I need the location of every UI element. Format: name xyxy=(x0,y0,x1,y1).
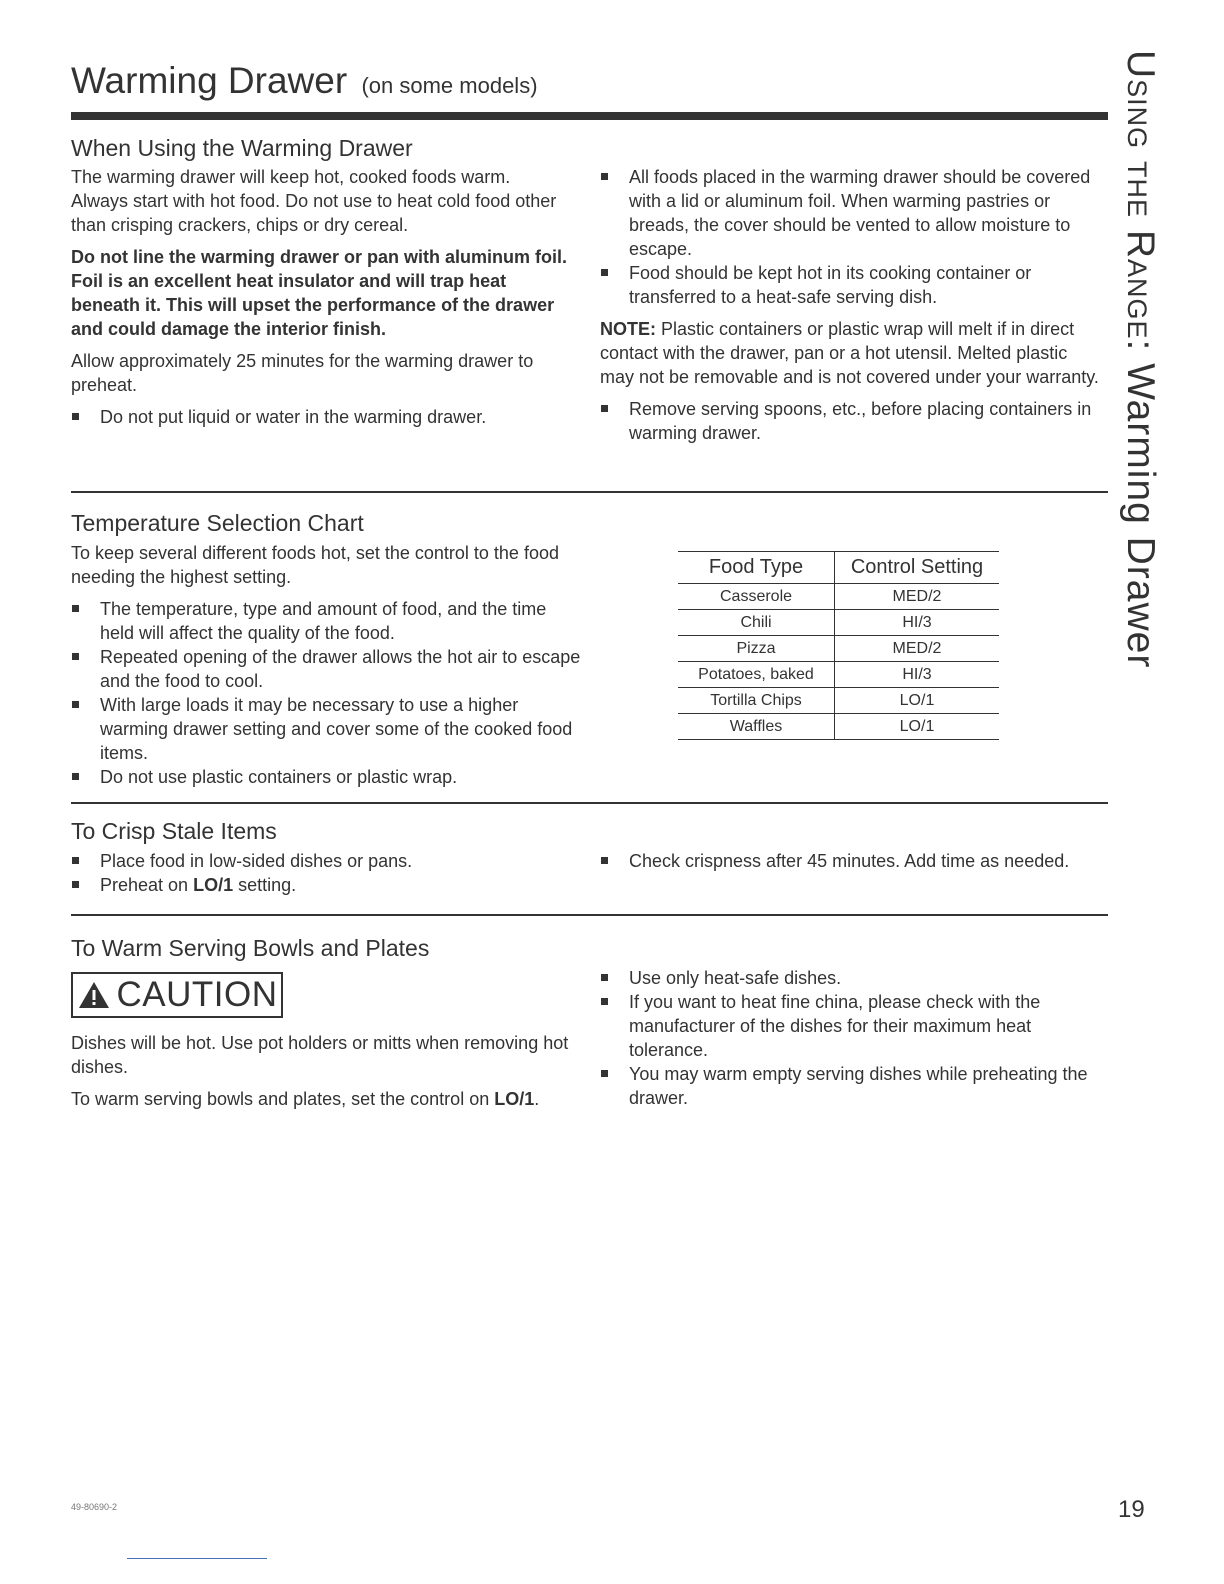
list-item: Remove serving spoons, etc., before placing containers in warming drawer. xyxy=(600,397,1105,445)
section-heading-warm: To Warm Serving Bowls and Plates xyxy=(71,935,430,961)
section1-right-list-2 xyxy=(600,397,1105,445)
section3-right-list xyxy=(600,849,1070,873)
section3-left xyxy=(71,849,571,897)
temperature-chart xyxy=(678,551,999,740)
section4-right xyxy=(600,966,1110,1110)
table-row xyxy=(678,714,999,740)
list-item: All foods placed in the warming drawer should be covered with a lid or aluminum foil. When warming pastries or breads, the cover should be vented to allow moisture to escape. xyxy=(600,165,1105,261)
side-tab xyxy=(1119,50,1164,750)
section4-p1: Dishes will be hot. Use pot holders or mitts when removing hot dishes. xyxy=(71,1033,569,1077)
section1-warning: Do not line the warming drawer or pan with aluminum foil. Foil is an excellent heat insulator and will trap heat beneath it. This will upset the performance of the drawer and could damage the interior finish. xyxy=(71,247,568,339)
list-item xyxy=(71,873,571,897)
section3-left-list xyxy=(71,849,571,897)
list-item: Place food in low-sided dishes or pans. xyxy=(71,849,571,873)
text-run: Preheat on xyxy=(100,875,194,895)
table-row xyxy=(678,662,999,688)
table-header-food: Food Type xyxy=(678,552,835,584)
table-row xyxy=(678,636,999,662)
section-heading-using: When Using the Warming Drawer xyxy=(71,135,413,161)
list-item: Repeated opening of the drawer allows the hot air to escape and the food to cool. xyxy=(71,645,581,693)
section2-left xyxy=(71,541,581,789)
title-rule xyxy=(71,112,1108,120)
section-divider xyxy=(71,914,1108,916)
section2-p1: To keep several different foods hot, set the control to the food needing the highest setting. xyxy=(71,543,559,587)
section3-right xyxy=(600,849,1070,873)
list-item: With large loads it may be necessary to use a higher warming drawer setting and cover some of the cooked food items. xyxy=(71,693,581,765)
list-item: You may warm empty serving dishes while preheating the drawer. xyxy=(600,1062,1110,1110)
text-run: . xyxy=(534,1089,540,1109)
list-item: Food should be kept hot in its cooking container or transferred to a heat-safe serving dish. xyxy=(600,261,1105,309)
page-title xyxy=(71,62,538,99)
list-item: Use only heat-safe dishes. xyxy=(600,966,1110,990)
table-row xyxy=(678,688,999,714)
section1-note xyxy=(600,317,1105,389)
table-cell-food: Waffles xyxy=(678,714,835,740)
table-cell-food: Pizza xyxy=(678,636,835,662)
table-cell-setting: MED/2 xyxy=(835,584,1000,610)
section4-p2 xyxy=(71,1087,581,1111)
section-heading-crisp: To Crisp Stale Items xyxy=(71,818,277,844)
text-run: To warm serving bowls and plates, set the control on xyxy=(71,1089,495,1109)
table-cell-setting: MED/2 xyxy=(835,636,1000,662)
list-item: The temperature, type and amount of food, and the time held will affect the quality of the food. xyxy=(71,597,581,645)
list-item: If you want to heat fine china, please check with the manufacturer of the dishes for their maximum heat tolerance. xyxy=(600,990,1110,1062)
table-cell-food: Casserole xyxy=(678,584,835,610)
note-text: Plastic containers or plastic wrap will melt if in direct contact with the drawer, pan or a hot utensil. Melted plastic may not be removable and is not covered under your warranty. xyxy=(600,319,1099,387)
section1-p1: The warming drawer will keep hot, cooked foods warm. Always start with hot food. Do not use to heat cold food other than crisping crackers, chips or dry cereal. xyxy=(71,167,557,235)
page-number: 19 xyxy=(1118,1496,1145,1523)
bottom-divider xyxy=(127,1558,267,1559)
table-cell-setting: LO/1 xyxy=(835,714,1000,740)
section1-right xyxy=(600,165,1105,445)
table-row xyxy=(678,610,999,636)
table-cell-food: Potatoes, baked xyxy=(678,662,835,688)
caution-text: CAUTION xyxy=(116,975,278,1014)
setting-value: LO/1 xyxy=(193,875,234,895)
list-item: Check crispness after 45 minutes. Add time as needed. xyxy=(600,849,1070,873)
table-cell-setting: LO/1 xyxy=(835,688,1000,714)
section-divider xyxy=(71,491,1108,493)
side-tab-caps: Using the Range: xyxy=(1119,50,1162,352)
section1-p3: Allow approximately 25 minutes for the warming drawer to preheat. xyxy=(71,351,534,395)
page-title-main: Warming Drawer xyxy=(71,60,348,101)
section4-right-list xyxy=(600,966,1110,1110)
table-header-setting: Control Setting xyxy=(835,552,1000,584)
temperature-table xyxy=(678,551,999,740)
text-run: setting. xyxy=(233,875,297,895)
note-label: NOTE: xyxy=(600,319,656,339)
side-tab-rest: Warming Drawer xyxy=(1119,363,1162,669)
list-item: Do not use plastic containers or plastic wrap. xyxy=(71,765,581,789)
table-cell-setting: HI/3 xyxy=(835,662,1000,688)
section4-left xyxy=(71,1031,581,1119)
warning-triangle-icon xyxy=(77,980,111,1010)
table-cell-food: Tortilla Chips xyxy=(678,688,835,714)
page-title-sub: (on some models) xyxy=(361,73,538,98)
list-item: Do not put liquid or water in the warming drawer. xyxy=(71,405,571,429)
document-code: 49-80690-2 xyxy=(71,1502,118,1512)
section-heading-temperature: Temperature Selection Chart xyxy=(71,510,364,536)
section-divider xyxy=(71,802,1108,804)
table-cell-setting: HI/3 xyxy=(835,610,1000,636)
section1-right-list xyxy=(600,165,1105,309)
section1-left xyxy=(71,165,571,429)
section2-list xyxy=(71,597,581,789)
section1-left-list xyxy=(71,405,571,429)
setting-value: LO/1 xyxy=(494,1089,535,1109)
table-cell-food: Chili xyxy=(678,610,835,636)
table-row xyxy=(678,584,999,610)
table-header-row xyxy=(678,552,999,584)
caution-label xyxy=(71,972,283,1018)
